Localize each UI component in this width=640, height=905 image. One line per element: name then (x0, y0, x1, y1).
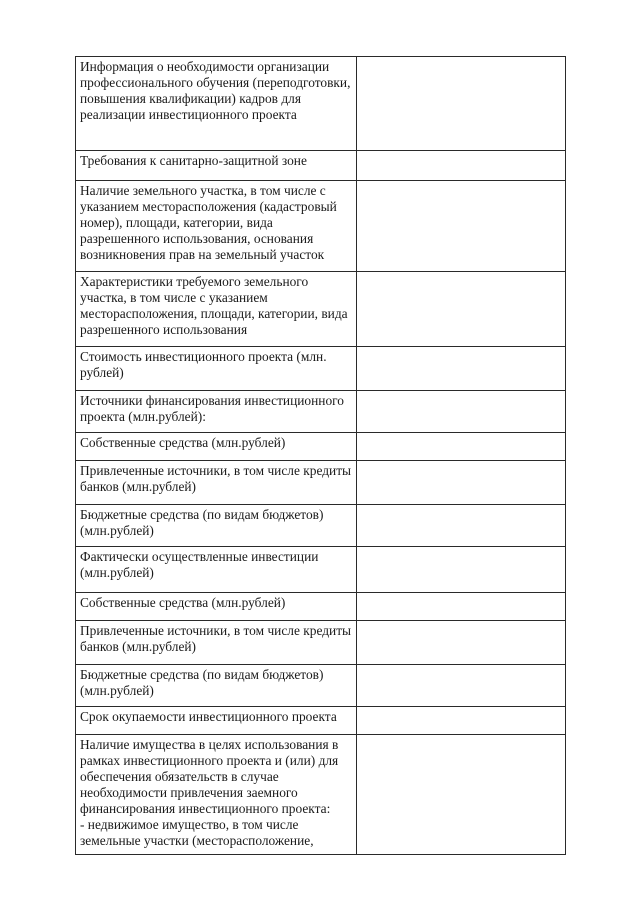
row-value-training-info[interactable] (357, 57, 566, 151)
table-row (76, 433, 566, 461)
label-text: Бюджетные средства (по видам бюджетов) (млн.рублей) (80, 507, 324, 538)
row-value-actual-borrowed-funds[interactable] (357, 621, 566, 665)
row-value-required-land-plot[interactable] (357, 272, 566, 347)
row-value-actual-investments[interactable] (357, 547, 566, 593)
label-text: Привлеченные источники, в том числе кредиты банков (млн.рублей) (80, 463, 352, 494)
row-label-sanitary-zone (76, 151, 357, 181)
label-text: Информация о необходимости организации профессионального обучения (переподготовки, повышения квалификации) кадров для реализации инвестиционного проекта (80, 59, 351, 122)
row-value-property-availability[interactable] (357, 735, 566, 855)
row-label-budget-funds (76, 505, 357, 547)
row-value-land-plot-availability[interactable] (357, 181, 566, 272)
row-value-actual-own-funds[interactable] (357, 593, 566, 621)
label-text: Наличие имущества в целях использования в рамках инвестиционного проекта и (или) для обеспечения обязательств в случае необходимости привлечения заемного финансирования инвестиционного проекта: - недвижимое имущество, в том числе земельные участки (месторасположение, (80, 737, 339, 848)
table-row (76, 151, 566, 181)
table-row (76, 272, 566, 347)
row-value-own-funds[interactable] (357, 433, 566, 461)
row-label-property-availability (76, 735, 357, 855)
row-value-borrowed-funds[interactable] (357, 461, 566, 505)
row-label-land-plot-availability (76, 181, 357, 272)
table-row (76, 505, 566, 547)
label-text: Фактически осуществленные инвестиции (млн.рублей) (80, 549, 319, 580)
row-value-budget-funds[interactable] (357, 505, 566, 547)
table-row (76, 621, 566, 665)
row-label-borrowed-funds (76, 461, 357, 505)
table-row (76, 391, 566, 433)
label-text: Характеристики требуемого земельного участка, в том числе с указанием месторасположения, площади, категории, вида разрешенного использования (80, 274, 348, 337)
row-label-actual-borrowed-funds (76, 621, 357, 665)
label-text: Срок окупаемости инвестиционного проекта (80, 709, 337, 724)
table-row (76, 57, 566, 151)
table-row (76, 593, 566, 621)
row-label-own-funds (76, 433, 357, 461)
label-text: Наличие земельного участка, в том числе с указанием месторасположения (кадастровый номер), площади, категории, вида разрешенного использования, основания возникновения прав на земельный участок (80, 183, 337, 262)
row-value-sanitary-zone[interactable] (357, 151, 566, 181)
table-row (76, 735, 566, 855)
row-label-required-land-plot (76, 272, 357, 347)
table-row (76, 547, 566, 593)
table-row (76, 181, 566, 272)
table-row (76, 347, 566, 391)
row-value-funding-sources[interactable] (357, 391, 566, 433)
label-text: Собственные средства (млн.рублей) (80, 435, 286, 450)
label-text: Стоимость инвестиционного проекта (млн. рублей) (80, 349, 327, 380)
investment-project-form-table (75, 56, 566, 855)
label-text: Источники финансирования инвестиционного проекта (млн.рублей): (80, 393, 344, 424)
label-text: Привлеченные источники, в том числе кредиты банков (млн.рублей) (80, 623, 352, 654)
row-value-project-cost[interactable] (357, 347, 566, 391)
label-text: Бюджетные средства (по видам бюджетов) (млн.рублей) (80, 667, 324, 698)
row-label-project-cost (76, 347, 357, 391)
row-value-actual-budget-funds[interactable] (357, 665, 566, 707)
table-row (76, 665, 566, 707)
row-label-funding-sources (76, 391, 357, 433)
label-text: Требования к санитарно-защитной зоне (80, 153, 307, 168)
table-row (76, 707, 566, 735)
row-value-payback-period[interactable] (357, 707, 566, 735)
label-text: Собственные средства (млн.рублей) (80, 595, 286, 610)
row-label-actual-investments (76, 547, 357, 593)
row-label-training-info (76, 57, 357, 151)
row-label-actual-budget-funds (76, 665, 357, 707)
table-row (76, 461, 566, 505)
row-label-payback-period (76, 707, 357, 735)
row-label-actual-own-funds (76, 593, 357, 621)
